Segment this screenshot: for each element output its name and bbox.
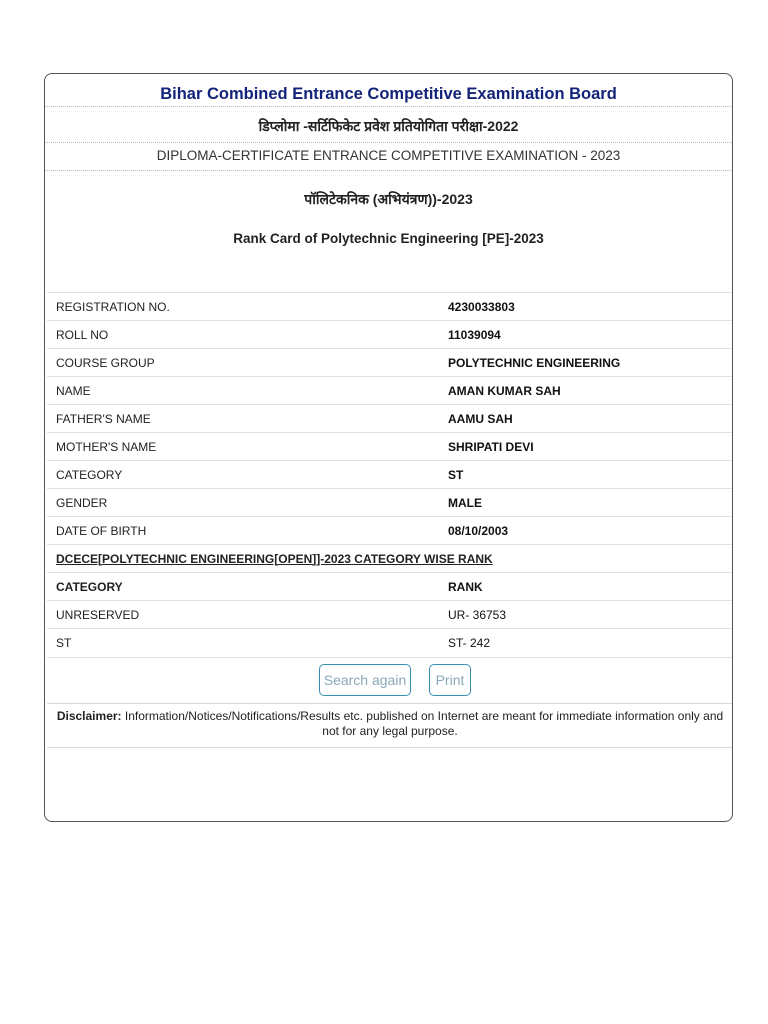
detail-value: SHRIPATI DEVI	[439, 433, 733, 461]
print-button[interactable]: Print	[429, 664, 471, 696]
rank-card-subheader	[45, 171, 732, 292]
table-row	[47, 377, 733, 405]
detail-value: AMAN KUMAR SAH	[439, 377, 733, 405]
board-title: Bihar Combined Entrance Competitive Examination Board	[45, 74, 732, 107]
table-row	[47, 629, 733, 657]
detail-label: REGISTRATION NO.	[47, 293, 439, 321]
rank-value: ST- 242	[439, 629, 733, 657]
rank-card-title: Rank Card of Polytechnic Engineering [PE]-2023	[233, 231, 544, 246]
detail-label: FATHER'S NAME	[47, 405, 439, 433]
column-header-rank: RANK	[439, 573, 733, 601]
rank-section-heading: DCECE[POLYTECHNIC ENGINEERING[OPEN]]-2023 CATEGORY WISE RANK	[47, 545, 733, 573]
table-row	[47, 321, 733, 349]
rank-card	[44, 73, 733, 822]
table-row	[47, 433, 733, 461]
detail-label: CATEGORY	[47, 461, 439, 489]
rank-value: UR- 36753	[439, 601, 733, 629]
table-row	[47, 517, 733, 545]
rank-category: UNRESERVED	[47, 601, 439, 629]
table-row	[47, 405, 733, 433]
table-row	[47, 461, 733, 489]
detail-value: 4230033803	[439, 293, 733, 321]
search-again-button[interactable]: Search again	[319, 664, 411, 696]
disclaimer-text: Information/Notices/Notifications/Results etc. published on Internet are meant for immediate information only and not for any legal purpose.	[121, 708, 724, 738]
detail-label: GENDER	[47, 489, 439, 517]
table-row	[47, 293, 733, 321]
rank-section-heading-row	[47, 545, 733, 573]
table-row	[47, 601, 733, 629]
detail-label: DATE OF BIRTH	[47, 517, 439, 545]
candidate-details-table	[47, 292, 733, 657]
action-buttons	[47, 657, 733, 703]
detail-value: MALE	[439, 489, 733, 517]
rank-category: ST	[47, 629, 439, 657]
detail-value: 11039094	[439, 321, 733, 349]
table-row	[47, 349, 733, 377]
detail-value: POLYTECHNIC ENGINEERING	[439, 349, 733, 377]
detail-label: COURSE GROUP	[47, 349, 439, 377]
detail-value: 08/10/2003	[439, 517, 733, 545]
course-title-hindi: पॉलिटेकनिक (अभियंत्रण))-2023	[304, 191, 473, 207]
table-row	[47, 489, 733, 517]
rank-column-header-row	[47, 573, 733, 601]
exam-title-hindi: डिप्लोमा -सर्टिफिकेट प्रवेश प्रतियोगिता परीक्षा-2022	[45, 107, 732, 143]
disclaimer	[47, 703, 733, 748]
detail-label: MOTHER'S NAME	[47, 433, 439, 461]
disclaimer-label: Disclaimer:	[56, 708, 122, 723]
detail-label: ROLL NO	[47, 321, 439, 349]
detail-value: AAMU SAH	[439, 405, 733, 433]
exam-title-english: DIPLOMA-CERTIFICATE ENTRANCE COMPETITIVE EXAMINATION - 2023	[45, 143, 732, 171]
detail-value: ST	[439, 461, 733, 489]
detail-label: NAME	[47, 377, 439, 405]
column-header-category: CATEGORY	[47, 573, 439, 601]
